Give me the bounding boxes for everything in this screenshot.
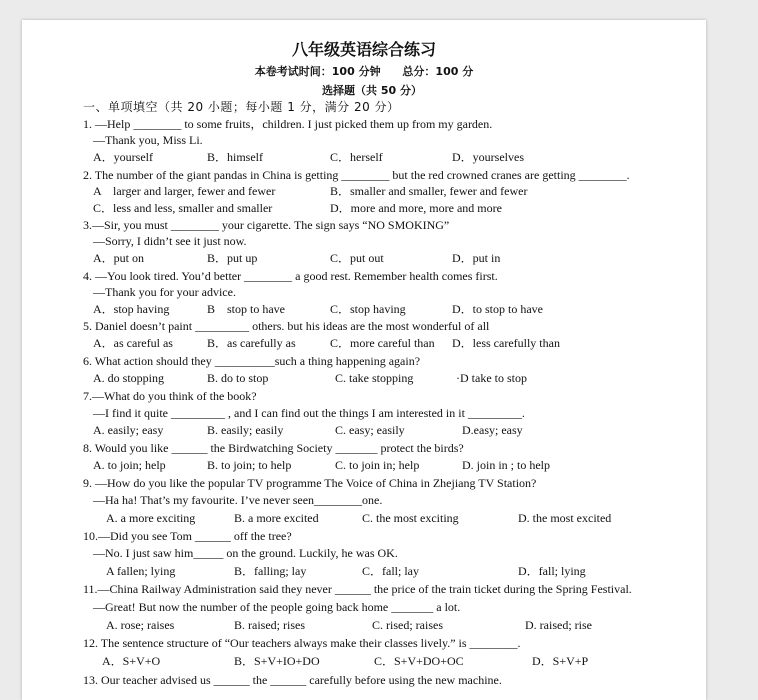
option: B．falling; lay <box>234 564 307 578</box>
option: A. do stopping <box>93 371 165 385</box>
question-text: 7.—What do you think of the book? <box>83 389 257 403</box>
exam-time: 本卷考试时间：100 分钟 <box>254 65 381 78</box>
option: C. the most exciting <box>362 511 459 525</box>
question-text: 10.—Did you see Tom ______ off the tree? <box>83 529 292 543</box>
option: D. raised; rise <box>525 618 592 632</box>
part-heading: 选择题（共 50 分） <box>322 84 422 97</box>
option: ·D take to stop <box>456 371 527 385</box>
question-text: 12. The sentence structure of “Our teachers always make their classes lively.” is ________. <box>83 636 521 650</box>
option: C. easy; easily <box>335 423 405 437</box>
option: D. join in ; to help <box>462 458 550 472</box>
question-text: 2. The number of the giant pandas in China is getting ________ but the red crowned cranes are getting ________. <box>83 168 630 182</box>
option: C．fall; lay <box>362 564 419 578</box>
question-text: 11.—China Railway Administration said they never ______ the price of the train ticket during the Spring Festival. <box>83 582 632 596</box>
option: A．put on <box>93 251 145 265</box>
option: A. to join; help <box>93 458 166 472</box>
option: B．put up <box>207 251 258 265</box>
option: A．as careful as <box>93 336 173 350</box>
option: C. rised; raises <box>372 618 443 632</box>
option: B. a more excited <box>234 511 319 525</box>
option: C．herself <box>330 150 383 164</box>
option: C．put out <box>330 251 384 265</box>
exam-total: 总分：100 分 <box>402 65 474 78</box>
question-text: 13. Our teacher advised us ______ the ______ carefully before using the new machine. <box>83 673 502 687</box>
exam-info <box>22 63 706 79</box>
section-heading: 一、单项填空（共 20 小题；每小题 1 分，满分 20 分） <box>83 100 400 114</box>
option: A. a more exciting <box>106 511 196 525</box>
question-text: 5. Daniel doesn’t paint _________ others. but his ideas are the most wonderful of all <box>83 319 490 333</box>
option: A．stop having <box>93 302 170 316</box>
question-text: 1. —Help ________ to some fruits，children. I just picked them up from my garden. <box>83 117 493 131</box>
option: D．S+V+P <box>532 654 589 668</box>
option: A．yourself <box>93 150 153 164</box>
option: B．smaller and smaller, fewer and fewer <box>330 184 528 198</box>
option: C．more careful than <box>330 336 435 350</box>
option: C. take stopping <box>335 371 414 385</box>
option: B. raised; rises <box>234 618 305 632</box>
question-text: —No. I just saw him_____ on the ground. Luckily, he was OK. <box>93 546 398 560</box>
option: D．more and more, more and more <box>330 201 502 215</box>
question-text: 3.—Sir, you must ________ your cigarette. The sign says “NO SMOKING” <box>83 218 450 232</box>
option: C．stop having <box>330 302 406 316</box>
option: D．put in <box>452 251 501 265</box>
exam-page <box>22 20 706 700</box>
option: B. easily; easily <box>207 423 284 437</box>
option: B．S+V+IO+DO <box>234 654 320 668</box>
option: A．S+V+O <box>102 654 161 668</box>
question-text: —Ha ha! That’s my favourite. I’ve never seen________one. <box>93 493 383 507</box>
option: B．himself <box>207 150 263 164</box>
question-text: —Thank you, Miss Li. <box>93 133 203 147</box>
option: B stop to have <box>207 302 285 316</box>
option: D．less carefully than <box>452 336 560 350</box>
option: D．yourselves <box>452 150 524 164</box>
page-title: 八年级英语综合练习 <box>291 40 436 59</box>
option: C．S+V+DO+OC <box>374 654 464 668</box>
option: B. do to stop <box>207 371 269 385</box>
option: A. easily; easy <box>93 423 164 437</box>
question-text: 6. What action should they __________such a thing happening again? <box>83 354 421 368</box>
question-text: —I find it quite _________ , and I can find out the things I am interested in it _________. <box>93 406 525 420</box>
question-text: —Great! But now the number of the people going back home _______ a lot. <box>93 600 461 614</box>
option: A fallen; lying <box>106 564 176 578</box>
option: B．as carefully as <box>207 336 296 350</box>
question-text: 4. —You look tired. You’d better ________ a good rest. Remember health comes first. <box>83 269 498 283</box>
question-text: —Thank you for your advice. <box>93 285 236 299</box>
option: D. the most excited <box>518 511 612 525</box>
option: C. to join in; help <box>335 458 420 472</box>
option: C．less and less, smaller and smaller <box>93 201 273 215</box>
option: D.easy; easy <box>462 423 523 437</box>
question-text: —Sorry, I didn’t see it just now. <box>93 234 247 248</box>
option: A larger and larger, fewer and fewer <box>93 184 276 198</box>
question-text: 8. Would you like ______ the Birdwatching Society _______ protect the birds? <box>83 441 464 455</box>
option: D．fall; lying <box>518 564 586 578</box>
question-text: 9. —How do you like the popular TV programme The Voice of China in Zhejiang TV Station? <box>83 476 537 490</box>
option: B. to join; to help <box>207 458 292 472</box>
option: A. rose; raises <box>106 618 175 632</box>
option: D．to stop to have <box>452 302 543 316</box>
